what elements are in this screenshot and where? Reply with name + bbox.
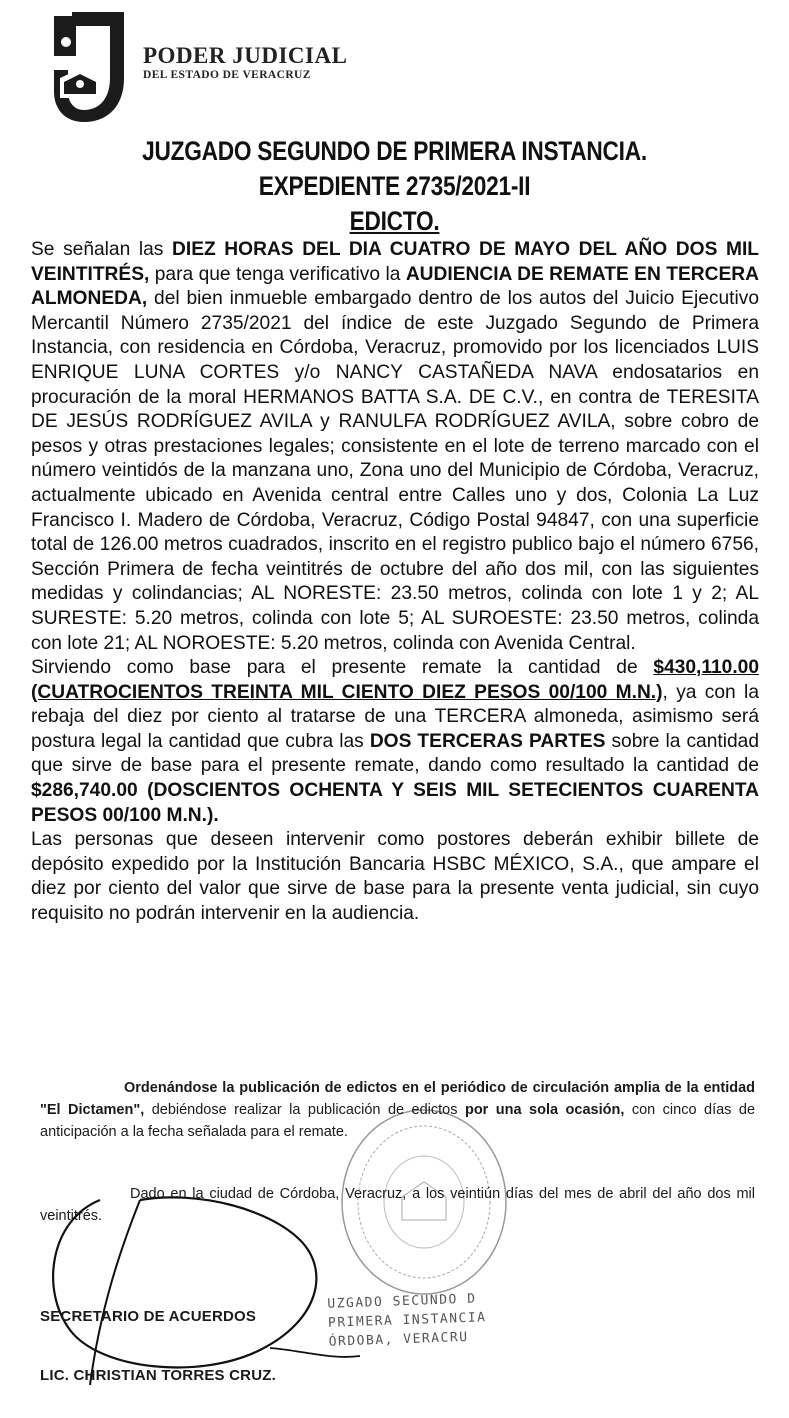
text-run: sobre la cantidad que sirve de base para el presente remate, dando como resultado la cantidad de [31,730,760,777]
org-name [143,44,347,82]
document-type-heading: EDICTO. [349,206,440,236]
court-stamp [327,1289,487,1351]
text-run: con cinco días de anticipación a la fecha señalada para el remate. [40,1102,756,1140]
text-run: para que tenga verificativo la [149,263,406,285]
text-run: Se señalan las [31,239,172,260]
legal-bid-amount: $286,740.00 (DOSCIENTOS OCHENTA Y SEIS MIL SETECIENTOS CUARENTA PESOS 00/100 M.N.). [31,780,759,826]
org-subtitle: DEL ESTADO DE VERACRUZ [143,69,311,81]
bold-run: DOS TERCERAS PARTES [369,730,606,752]
stamp-line: ÓRDOBA, VERACRU [328,1329,469,1350]
bold-run: por una sola ocasión, [464,1102,625,1118]
org-title: PODER JUDICIAL [143,43,348,68]
court-heading: JUZGADO SEGUNDO DE PRIMERA INSTANCIA. [142,136,647,166]
stamp-line: UZGADO SECUNDO D [327,1291,477,1312]
file-number-heading: EXPEDIENTE 2735/2021-II [258,171,531,201]
paragraph-bidders: Las personas que deseen intervenir como postores deberán exhibir billete de depósito expedido por la Institución Bancaria HSBC MÉXICO, S.A., que ampare el diez por ciento del valor que sirve de base para la presente venta judicial, sin cuyo requisito no podrán intervenir en la audiencia. [31,829,759,925]
bold-run: Ordenándose la publicación de edictos en el periódico de circulación amplia de la entidad "El Dictamen", [40,1080,755,1118]
given-date: Dado en la ciudad de Córdoba, Veracruz, a los veintiún días del mes de abril del año dos mil veintitrés. [40,1186,755,1224]
signer-name: LIC. CHRISTIAN TORRES CRUZ. [40,1367,276,1384]
text-run: debiéndose realizar la publicación de edictos [144,1102,465,1118]
judicial-emblem-icon [46,8,142,126]
handwritten-signature-icon [30,1160,360,1390]
text-run: del bien inmueble embargado dentro de los autos del Juicio Ejecutivo Mercantil Número 2735/2021 del índice de este Juzgado Segundo de Primera Instancia, con residencia en Córdoba, Veracruz, promovido por los licenciados LUIS ENRIQUE LUNA CORTES y/o NANCY CASTAÑEDA NAVA endosatarios en procuración de la moral HERMANOS BATTA S.A. DE C.V., en contra de TERESITA DE JESÚS RODRÍGUEZ AVILA y RANULFA RODRÍGUEZ AVILA, sobre cobro de pesos y otras prestaciones legales; consistente en el lote de terreno marcado con el número veintidós de la manzana uno, Zona uno del Municipio de Córdoba, Veracruz, actualmente ubicado en Avenida central entre Calles uno y dos, Colonia La Luz Francisco I. Madero de Córdoba, Veracruz, Código Postal 94847, con una superficie total de 126.00 metros cuadrados, inscrito en el registro publico bajo el número 6756, Sección Primera de fecha veintitrés de octubre del año dos mil, con las siguientes medidas y colindancias; AL NORESTE: 23.50 metros, colinda con lote 1 y 2; AL SURESTE: 5.20 metros, colinda con lote 5; AL SUROESTE: 23.50 metros, colinda con lote 21; AL NOROESTE: 5.20 metros, colinda con Avenida Central. [31,288,759,654]
base-amount: $430,110.00 (CUATROCIENTOS TREINTA MIL CIENTO DIEZ PESOS 00/100 M.N.) [31,657,759,703]
bold-run: DIEZ HORAS DEL DIA CUATRO DE MAYO DEL AÑO DOS MIL VEINTITRÉS, [31,239,759,285]
text-run: , ya con la rebaja del diez por ciento al tratarse de una TERCERA almoneda, asimismo será postura legal la cantidad que cubra las [31,681,759,752]
publication-order [40,1077,755,1143]
stamp-line: PRIMERA INSTANCIA [327,1310,487,1331]
bold-run: AUDIENCIA DE REMATE EN TERCERA ALMONEDA, [31,263,759,310]
edict-body [31,238,759,927]
paragraph-hearing [31,238,759,656]
text-run: Sirviendo como base para el presente remate la cantidad de [31,657,654,679]
paragraph-amounts [31,656,759,828]
signer-role: SECRETARIO DE ACUERDOS [40,1308,257,1325]
